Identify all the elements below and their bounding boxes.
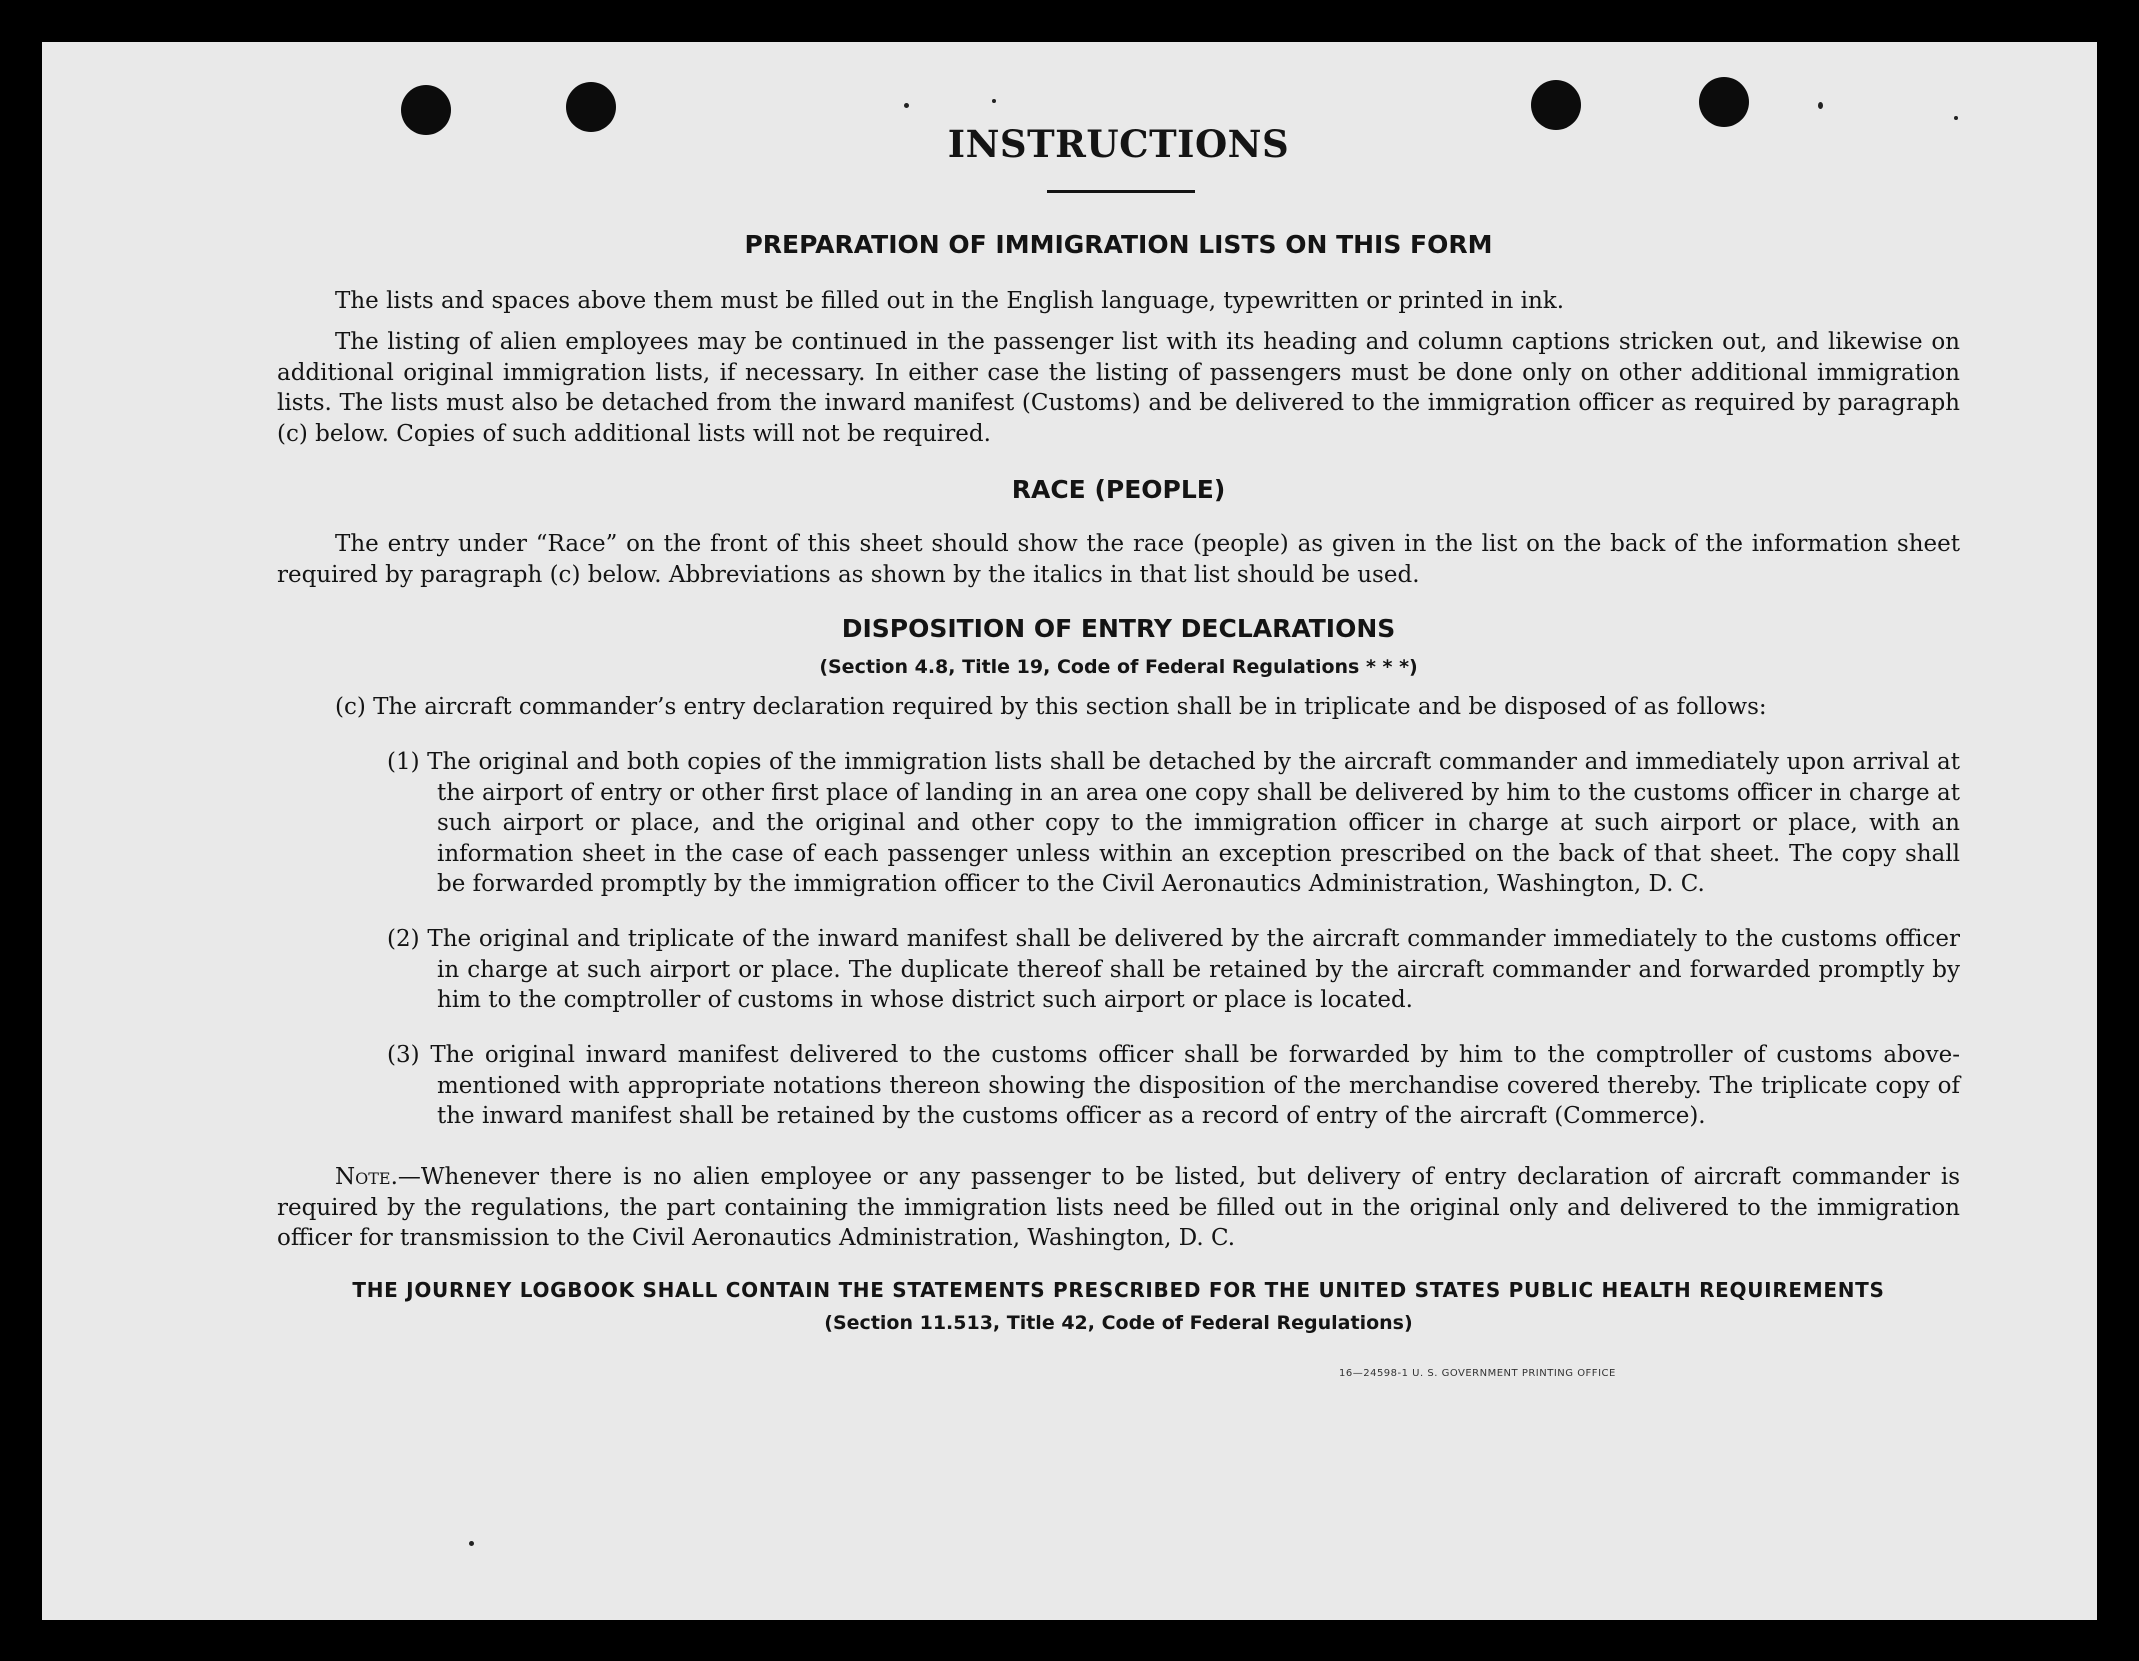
printing-office-imprint: 16—24598-1 U. S. GOVERNMENT PRINTING OFFICE (1339, 1368, 1616, 1379)
disposition-item-1: (1) The original and both copies of the immigration lists shall be detached by the aircraft commander and immediately upon arrival at the airport of entry or other first place of landing in an area one copy shall be delivered by him to the customs officer in charge at such airport or place, and the original and other copy to the immigration officer in charge at such airport or place, with an information sheet in the case of each passenger unless within an exception prescribed on the back of that sheet. The copy shall be forwarded promptly by the immigration officer to the Civil Aeronautics Administration, Washington, D. C. (387, 749, 1960, 897)
preparation-paragraph-1: The lists and spaces above them must be filled out in the English language, typewritten or printed in ink. (335, 288, 1565, 314)
punch-hole (1699, 77, 1749, 127)
disposition-citation: (Section 4.8, Title 19, Code of Federal Regulations * * *) (819, 656, 1418, 678)
page-title: INSTRUCTIONS (947, 122, 1290, 166)
speck (469, 1541, 474, 1546)
disposition-item-2: (2) The original and triplicate of the inward manifest shall be delivered by the aircraft commander immediately to the customs officer in charge at such airport or place. The duplicate thereof shall be retained by the aircraft commander and forwarded promptly by him to the comptroller of customs in whose district such airport or place is located. (387, 926, 1960, 1013)
document-page (42, 42, 2097, 1620)
disposition-item-3: (3) The original inward manifest delivered to the customs officer shall be forwarded by him to the comptroller of customs above-mentioned with appropriate notations thereon showing the disposition of the merchandise covered thereby. The triplicate copy of the inward manifest shall be retained by the customs officer as a record of entry of the aircraft (Commerce). (387, 1042, 1960, 1129)
logbook-citation: (Section 11.513, Title 42, Code of Federal Regulations) (824, 1312, 1413, 1334)
logbook-heading: THE JOURNEY LOGBOOK SHALL CONTAIN THE STATEMENTS PRESCRIBED FOR THE UNITED STATES PUBLIC HEALTH REQUIREMENTS (352, 1278, 1885, 1302)
speck (1954, 116, 1958, 120)
preparation-paragraph-2: The listing of alien employees may be continued in the passenger list with its heading and column captions stricken out, and likewise on additional original immigration lists, if necessary. In either case the listing of passengers must be done only on other additional immigration lists. The lists must also be detached from the inward manifest (Customs) and be delivered to the immigration officer as required by paragraph (c) below. Copies of such additional lists will not be required. (277, 329, 1960, 447)
disposition-clause-c: (c) The aircraft commander’s entry declaration required by this section shall be in triplicate and be disposed of as follows: (335, 694, 1767, 720)
disposition-heading: DISPOSITION OF ENTRY DECLARATIONS (841, 614, 1396, 643)
speck (1818, 102, 1823, 109)
race-heading: RACE (PEOPLE) (1011, 475, 1226, 504)
speck (992, 99, 996, 103)
preparation-heading: PREPARATION OF IMMIGRATION LISTS ON THIS FORM (744, 230, 1493, 259)
note-label: Note. (335, 1164, 398, 1190)
title-underline (1047, 190, 1195, 193)
race-paragraph: The entry under “Race” on the front of this sheet should show the race (people) as given in the list on the back of the information sheet required by paragraph (c) below. Abbreviations as shown by the italics in that list should be used. (277, 531, 1960, 588)
speck (904, 103, 909, 108)
note-text: —Whenever there is no alien employee or any passenger to be listed, but delivery of entry declaration of aircraft commander is required by the regulations, the part containing the immigration lists need be filled out in the original only and delivered to the immigration officer for transmission to the Civil Aeronautics Administration, Washington, D. C. (277, 1164, 1960, 1251)
note-paragraph (277, 1162, 1960, 1254)
